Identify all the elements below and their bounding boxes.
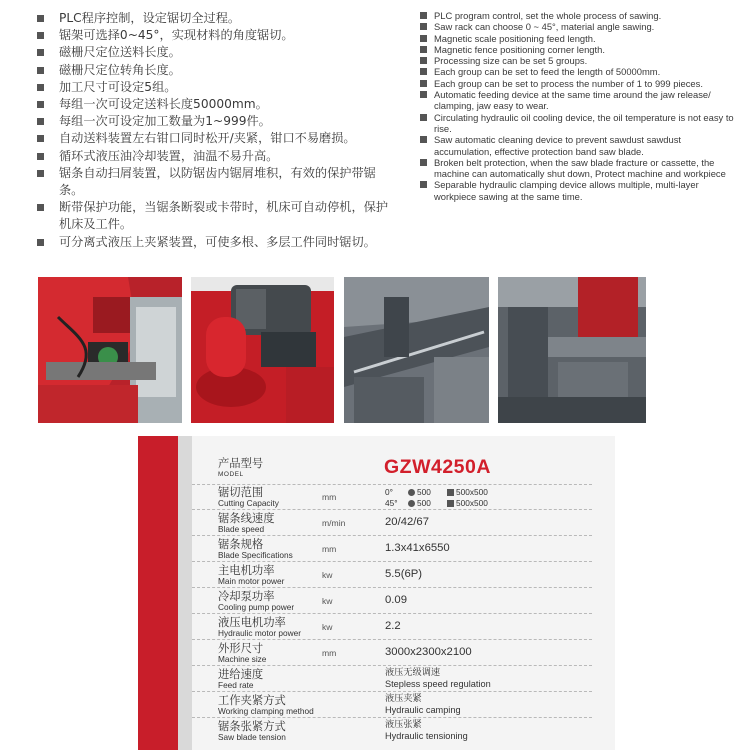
spec-row [192,510,592,536]
spec-value-en: Hydraulic tensioning [385,730,468,741]
bullet-square-icon [420,23,427,30]
feature-cn-item: 循环式液压油冷却装置，油温不易升高。 [34,148,389,165]
machine-clamp-photo [38,277,182,423]
spec-table [138,436,615,750]
bullet-square-icon [37,153,44,160]
spec-label-en: Machine size [218,654,267,664]
spec-label-en: MODEL [218,471,244,478]
spec-row [192,536,592,562]
spec-label-cn: 锯条规格 [218,538,264,551]
spec-accent-bar [138,436,178,750]
feature-cn-item: 每组一次可设定加工数量为1~999件。 [34,113,389,130]
capacity-45-round: 500 [417,498,431,508]
angle-0-label: 0° [385,487,393,497]
spec-value: 2.2 [385,620,401,632]
spec-value: 5.5(6P) [385,568,423,580]
bullet-square-icon [420,159,427,166]
spec-row-model [192,450,592,485]
rectangle-icon [447,489,454,496]
spec-value: 1.3x41x6550 [385,542,450,554]
frame-base-photo [498,277,646,423]
spec-label-cn: 产品型号 [218,457,264,470]
bullet-square-icon [37,204,44,211]
spec-label-en: Working clamping method [218,706,314,716]
feature-cn-item: 每组一次可设定送料长度50000mm。 [34,96,389,113]
bullet-square-icon [37,101,44,108]
spec-label-cn: 冷却泵功率 [218,590,275,603]
spec-label-en: Blade Specifications [218,550,293,560]
bullet-square-icon [420,68,427,75]
feature-en-item: Magnetic scale positioning feed length. [420,33,735,44]
spec-row [192,640,592,666]
spec-row [192,562,592,588]
feature-cn-item: PLC程序控制，设定锯切全过程。 [34,10,389,27]
capacity-values [385,487,590,509]
spec-unit: mm [322,648,337,658]
feature-en-item: Saw rack can choose 0 ~ 45°, material angle sawing. [420,21,735,32]
spec-unit: mm [322,492,337,502]
bullet-square-icon [37,84,44,91]
round-icon [408,489,415,496]
feature-en-item: Broken belt protection, when the saw blade fracture or cassette, the machine can automatically shut down, Protect machine and workpiece [420,157,735,180]
feature-cn-item: 磁栅尺定位转角长度。 [34,62,389,79]
features-en-list [420,10,735,202]
round-icon [408,500,415,507]
features-cn-list [34,10,389,251]
saw-blade-guide-photo [344,277,489,423]
bullet-square-icon [420,57,427,64]
bullet-square-icon [37,32,44,39]
spec-label-cn: 主电机功率 [218,564,275,577]
spec-value-en: Stepless speed regulation [385,678,491,689]
spec-row [192,614,592,640]
spec-label-en: Hydraulic motor power [218,628,301,638]
bullet-square-icon [420,12,427,19]
feature-cn-item: 锯架可选择0~45°，实现材料的角度锯切。 [34,27,389,44]
bullet-square-icon [37,239,44,246]
spec-inner [192,436,615,750]
feature-en-item: Processing size can be set 5 groups. [420,55,735,66]
spec-value: 0.09 [385,594,407,606]
bullet-square-icon [420,136,427,143]
spec-value: 3000x2300x2100 [385,646,472,658]
feature-cn-item: 自动送料装置左右钳口同时松开/夹紧，钳口不易磨损。 [34,130,389,147]
feature-en-item: Each group can be set to process the number of 1 to 999 pieces. [420,78,735,89]
spec-value-en: Hydraulic camping [385,704,461,715]
spec-value: 20/42/67 [385,516,429,528]
model-value: GZW4250A [384,456,491,478]
spec-value-cn: 液压无级调速 [385,667,441,678]
bullet-square-icon [37,49,44,56]
spec-label-cn: 进给速度 [218,668,264,681]
feature-en-item: Separable hydraulic clamping device allows multiple, multi-layer workpiece sawing at the same time. [420,179,735,202]
bullet-square-icon [420,46,427,53]
spec-label-cn: 锯条张紧方式 [218,720,286,733]
capacity-45-rect: 500x500 [456,498,488,508]
feature-en-item: PLC program control, set the whole process of sawing. [420,10,735,21]
feature-cn-item: 锯条自动扫屑装置，以防锯齿内锯屑堆积，有效的保护带锯条。 [34,165,389,199]
feature-cn-item: 磁栅尺定位送料长度。 [34,44,389,61]
bullet-square-icon [37,135,44,142]
spec-label-cn: 工作夹紧方式 [218,694,286,707]
motor-housing-photo [191,277,334,423]
bullet-square-icon [420,181,427,188]
spec-side-bar [178,436,192,750]
feature-cn-item: 加工尺寸可设定5组。 [34,79,389,96]
angle-45-label: 45° [385,498,398,508]
spec-row [192,588,592,614]
capacity-0-rect: 500x500 [456,487,488,497]
capacity-0-round: 500 [417,487,431,497]
feature-cn-item: 可分离式液压上夹紧装置，可使多根、多层工件同时锯切。 [34,234,389,251]
spec-label-en: Main motor power [218,576,285,586]
spec-row [192,666,592,692]
bullet-square-icon [420,35,427,42]
bullet-square-icon [37,118,44,125]
photo-strip [38,277,646,423]
spec-unit: kw [322,622,333,632]
bullet-square-icon [37,15,44,22]
spec-label-cn: 锯切范围 [218,486,264,499]
spec-unit: kw [322,596,333,606]
feature-en-item: Circulating hydraulic oil cooling device, the oil temperature is not easy to rise. [420,112,735,135]
rectangle-icon [447,500,454,507]
bullet-square-icon [420,114,427,121]
bullet-square-icon [37,67,44,74]
spec-label-en: Saw blade tension [218,732,286,742]
spec-label-en: Cooling pump power [218,602,295,612]
spec-row [192,692,592,718]
spec-label-cn: 锯条线速度 [218,512,275,525]
spec-value-cn: 液压夹紧 [385,693,422,704]
bullet-square-icon [420,80,427,87]
spec-label-en: Feed rate [218,680,254,690]
spec-label-cn: 液压电机功率 [218,616,286,629]
spec-label-en: Blade speed [218,524,265,534]
spec-unit: m/min [322,518,346,528]
feature-cn-item: 断带保护功能，当锯条断裂或卡带时，机床可自动停机，保护机床及工件。 [34,199,389,233]
feature-en-item: Magnetic fence positioning corner length. [420,44,735,55]
spec-row-capacity [192,484,592,510]
spec-label-cn: 外形尺寸 [218,642,264,655]
bullet-square-icon [37,170,44,177]
spec-unit: kw [322,570,333,580]
spec-row [192,718,592,743]
feature-en-item: Each group can be set to feed the length of 50000mm. [420,66,735,77]
spec-value-cn: 液压张紧 [385,719,422,730]
feature-en-item: Saw automatic cleaning device to prevent sawdust sawdust accumulation, effective protection band saw blade. [420,134,735,157]
feature-en-item: Automatic feeding device at the same time around the jaw release/ clamping, jaw easy to wear. [420,89,735,112]
bullet-square-icon [420,91,427,98]
spec-label-en: Cutting Capacity [218,498,279,508]
spec-unit: mm [322,544,337,554]
